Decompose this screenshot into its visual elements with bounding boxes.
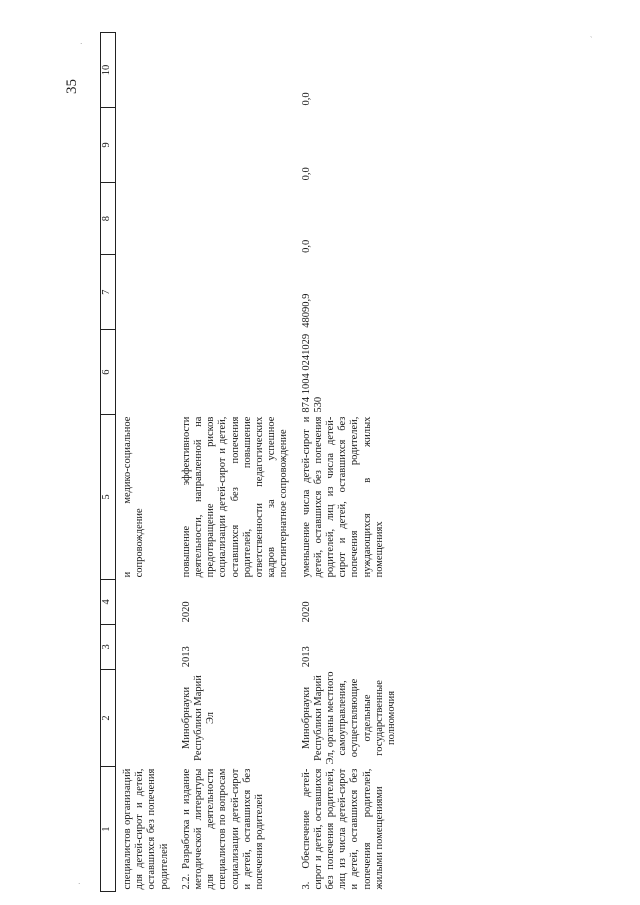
- cell-end-year: 2020: [180, 601, 192, 623]
- cell-budget-code: [181, 330, 291, 415]
- cell-end-year: 2020: [300, 601, 312, 623]
- cell-result: и медико-социальное сопровождение: [122, 416, 146, 578]
- scan-speck: ˎ: [590, 30, 593, 38]
- header-row: [101, 33, 116, 892]
- scan-speck: ·: [80, 40, 83, 48]
- table-row: [301, 33, 399, 892]
- cell-amount: [181, 182, 291, 254]
- cell-amount: 0,0: [300, 92, 312, 106]
- column-header: 5: [101, 415, 116, 580]
- cell-result: уменьшение числа детей-сирот и детей, оставшихся без попечения родителей, лиц из числа детей-сирот и детей, оставшихся без попечения родителей, нуждающихся в жилых помещениях: [300, 416, 385, 578]
- cell-measure: 3. Обеспечение детей-сирот и детей, оставшихся без попечения родителей, лиц из числа детей-сирот и детей, оставшихся без попечения родителей, жилыми помещениями: [300, 768, 385, 890]
- cell-amount: [116, 255, 171, 330]
- column-header: 10: [101, 33, 116, 108]
- cell-amount: [181, 255, 291, 330]
- column-header: 2: [101, 669, 116, 766]
- cell-executor: [116, 669, 171, 766]
- cell-measure: специалистов организаций для детей-сирот и детей, оставшихся без попечения родителей: [122, 768, 170, 890]
- column-header: 3: [101, 624, 116, 669]
- rotated-table-container: [100, 32, 600, 892]
- cell-result: повышение эффективности деятельности, направленной на предотвращение рисков социализации детей-сирот и детей, оставшихся без попечения родителей, повышение ответственности педагогических кадров за успешное постинтернатное сопровождение: [180, 416, 290, 578]
- page-number: 35: [64, 79, 80, 94]
- cell-amount: 0,0: [300, 239, 312, 253]
- cell-end-year: [116, 579, 171, 624]
- column-header: 6: [101, 330, 116, 415]
- cell-amount: [181, 108, 291, 183]
- cell-amount: [181, 33, 291, 108]
- cell-amount: 48090,9: [300, 293, 312, 328]
- column-header: 1: [101, 767, 116, 892]
- cell-start-year: [116, 624, 171, 669]
- cell-start-year: 2013: [300, 646, 312, 668]
- table-row: [181, 33, 291, 892]
- cell-budget-code: [116, 330, 171, 415]
- cell-start-year: 2013: [180, 646, 192, 668]
- column-header: 9: [101, 108, 116, 183]
- cell-amount: [116, 182, 171, 254]
- table-row: [116, 33, 171, 892]
- cell-executor: Минобрнауки Республики Марий Эл, органы местного самоуправления, осуществляющие отдельные государственные полномочия: [300, 671, 398, 765]
- column-header: 8: [101, 182, 116, 254]
- cell-measure: 2.2. Разработка и издание методической литературы для деятельности специалистов по вопросам социализации детей-сирот и детей, оставшихся без попечения родителей: [180, 768, 266, 890]
- cell-amount: 0,0: [300, 167, 312, 181]
- cell-amount: [116, 108, 171, 183]
- cell-budget-code: 874 1004 0241029 530: [300, 333, 324, 413]
- program-table: [100, 32, 398, 892]
- column-header: 7: [101, 255, 116, 330]
- cell-executor: Минобрнауки Республики Марий Эл: [180, 675, 217, 761]
- scan-speck: ·: [78, 880, 81, 888]
- cell-amount: [116, 33, 171, 108]
- column-header: 4: [101, 579, 116, 624]
